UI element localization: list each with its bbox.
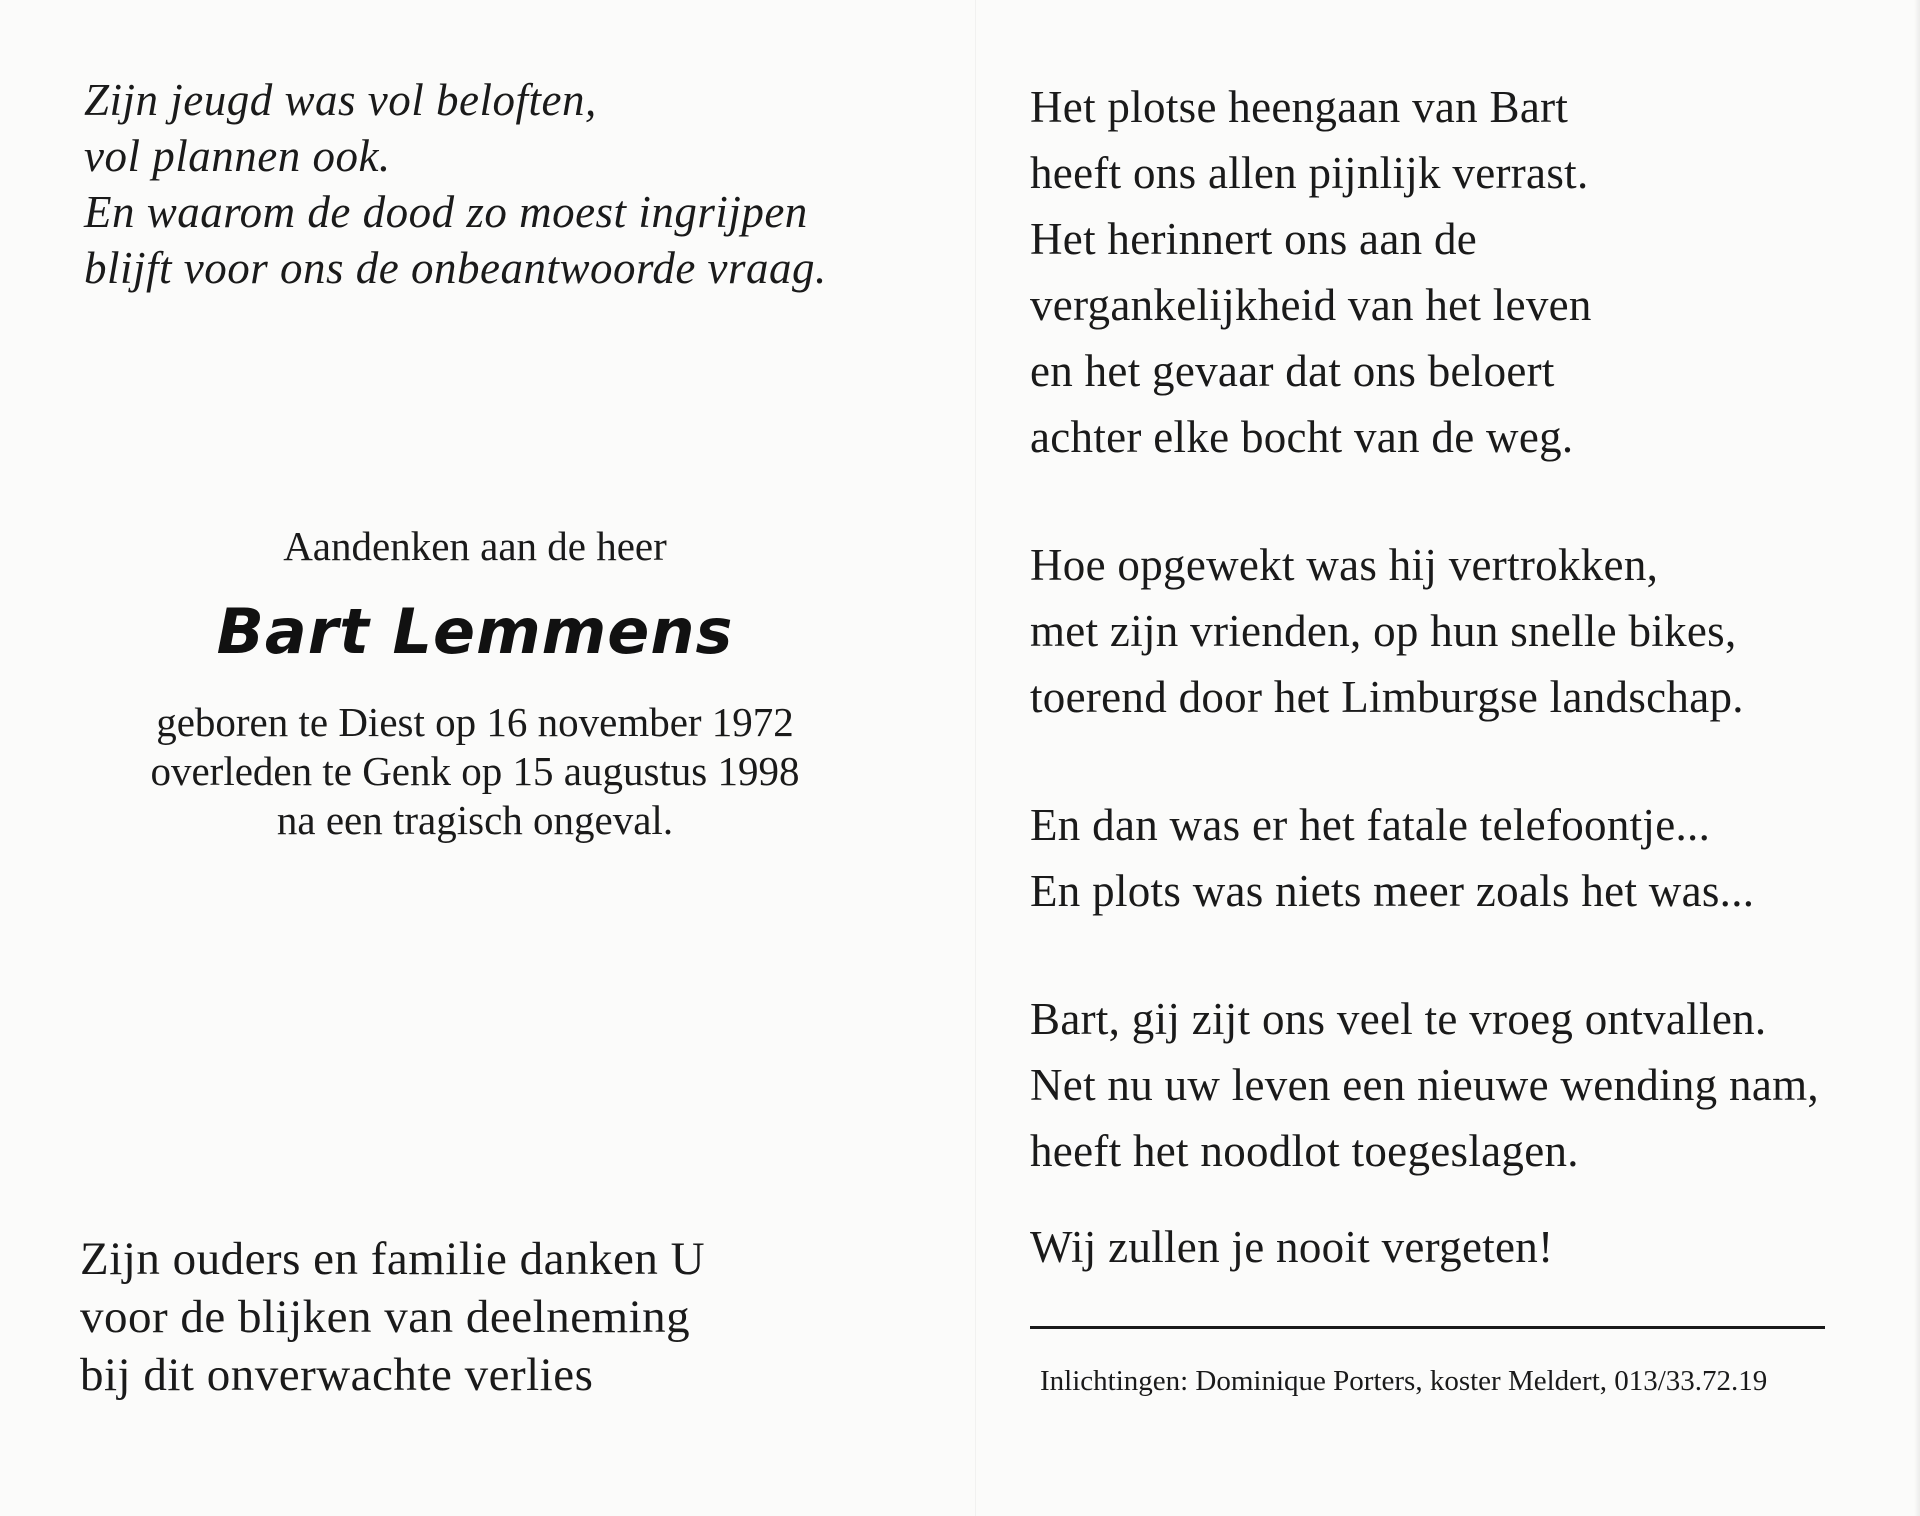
closing-line: Wij zullen je nooit vergeten! — [1030, 1222, 1554, 1272]
left-poem — [84, 72, 904, 296]
stanza-1 — [1030, 74, 1900, 470]
card-edge — [1914, 0, 1920, 1516]
poem-line: achter elke bocht van de weg. — [1030, 412, 1574, 462]
poem-line: Net nu uw leven een nieuwe wending nam, — [1030, 1060, 1819, 1110]
poem-line: blijft voor ons de onbeantwoorde vraag. — [84, 243, 827, 293]
poem-line: met zijn vrienden, op hun snelle bikes, — [1030, 606, 1737, 656]
stanza-2 — [1030, 532, 1900, 730]
poem-line: Het herinnert ons aan de — [1030, 214, 1478, 264]
cause-line: na een tragisch ongeval. — [276, 797, 674, 843]
poem-line: heeft het noodlot toegeslagen. — [1030, 1126, 1579, 1176]
death-line: overleden te Genk op 15 augustus 1998 — [150, 748, 800, 794]
poem-line: En dan was er het fatale telefoontje... — [1030, 800, 1711, 850]
memorial-details — [60, 698, 890, 845]
poem-line: toerend door het Limburgse landschap. — [1030, 672, 1744, 722]
stanza-3 — [1030, 792, 1900, 924]
poem-line: vergankelijkheid van het leven — [1030, 280, 1592, 330]
poem-line: En waarom de dood zo moest ingrijpen — [84, 187, 808, 237]
poem-line: en het gevaar dat ons beloert — [1030, 346, 1555, 396]
poem-line: Bart, gij zijt ons veel te vroeg ontvallen. — [1030, 994, 1767, 1044]
memorial-block — [60, 518, 890, 845]
poem-line: Hoe opgewekt was hij vertrokken, — [1030, 540, 1659, 590]
poem-line: Het plotse heengaan van Bart — [1030, 82, 1569, 132]
poem-line: heeft ons allen pijnlijk verrast. — [1030, 148, 1589, 198]
thanks-line: Zijn ouders en familie danken U — [80, 1233, 706, 1285]
thanks-note — [80, 1230, 880, 1404]
contact-info: Inlichtingen: Dominique Porters, koster Meldert, 013/33.72.19 — [1040, 1365, 1768, 1397]
card-fold — [975, 0, 976, 1516]
birth-line: geboren te Diest op 16 november 1972 — [156, 699, 794, 745]
closing-stanza — [1030, 1214, 1900, 1280]
poem-line: vol plannen ook. — [84, 131, 391, 181]
poem-line: En plots was niets meer zoals het was... — [1030, 866, 1755, 916]
right-poem — [1030, 74, 1900, 1280]
divider-rule — [1030, 1326, 1825, 1329]
memorial-intro: Aandenken aan de heer — [283, 523, 667, 569]
stanza-4 — [1030, 986, 1900, 1184]
thanks-line: bij dit onverwachte verlies — [80, 1349, 594, 1401]
thanks-line: voor de blijken van deelneming — [80, 1291, 691, 1343]
deceased-name: Bart Lemmens — [216, 595, 734, 668]
poem-line: Zijn jeugd was vol beloften, — [84, 75, 597, 125]
